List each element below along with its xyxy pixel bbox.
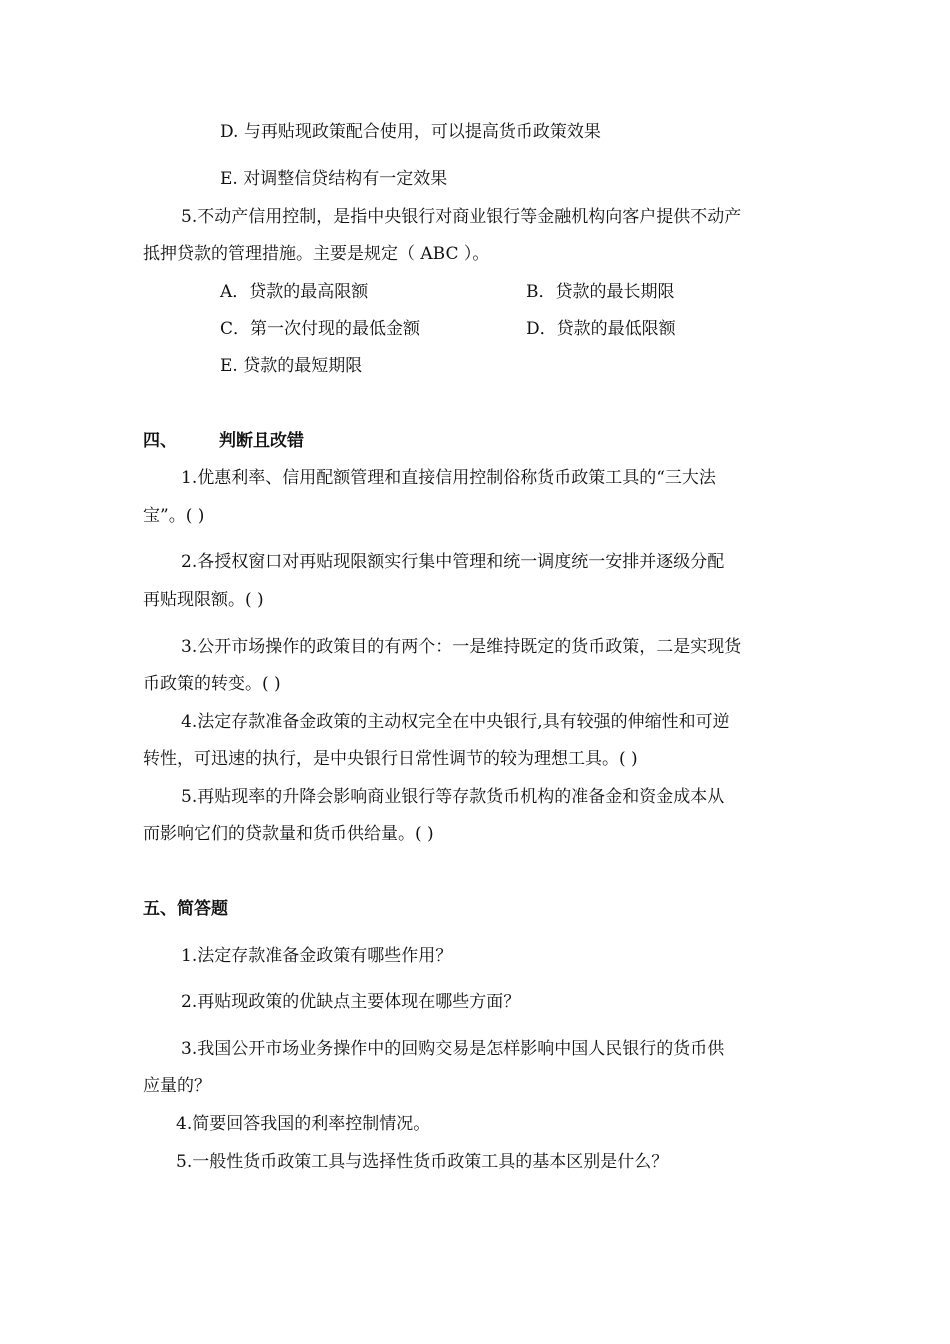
- option-e-prev: E. 对调整信贷结构有一定效果: [220, 169, 448, 189]
- judge-item-3-line1: 3.公开市场操作的政策目的有两个：一是维持既定的货币政策，二是实现货: [181, 637, 742, 657]
- judge-item-4-line2: 转性，可迅速的执行，是中央银行日常性调节的较为理想工具。( ): [143, 749, 638, 769]
- short-answer-2: 2.再贴现政策的优缺点主要体现在哪些方面？: [181, 992, 521, 1012]
- short-answer-3-line2: 应量的？: [143, 1076, 211, 1096]
- question-5-line1: 5.不动产信用控制，是指中央银行对商业银行等金融机构向客户提供不动产: [181, 207, 742, 227]
- section-4-heading: [143, 430, 304, 452]
- short-answer-1: 1.法定存款准备金政策有哪些作用？: [181, 946, 453, 966]
- judge-item-5-line2: 而影响它们的贷款量和货币供给量。( ): [143, 824, 434, 844]
- option-d-prev: D. 与再贴现政策配合使用，可以提高货币政策效果: [220, 122, 601, 142]
- option-b: B．贷款的最长期限: [526, 282, 675, 302]
- judge-item-2-line2: 再贴现限额。( ): [143, 590, 264, 610]
- question-5-line2: 抵押贷款的管理措施。主要是规定（ ABC ）。: [143, 244, 490, 264]
- option-e: E. 贷款的最短期限: [220, 356, 363, 376]
- option-a: A．贷款的最高限额: [220, 282, 369, 302]
- judge-item-1-line1: 1.优惠利率、信用配额管理和直接信用控制俗称货币政策工具的“三大法: [181, 468, 716, 488]
- judge-item-2-line1: 2.各授权窗口对再贴现限额实行集中管理和统一调度统一安排并逐级分配: [181, 552, 725, 572]
- judge-item-4-line1: 4.法定存款准备金政策的主动权完全在中央银行,具有较强的伸缩性和可逆: [181, 712, 730, 732]
- option-c: C．第一次付现的最低金额: [220, 319, 421, 339]
- section-4-number: 四、: [143, 431, 177, 451]
- short-answer-3-line1: 3.我国公开市场业务操作中的回购交易是怎样影响中国人民银行的货币供: [181, 1039, 725, 1059]
- judge-item-1-line2: 宝”。( ): [143, 506, 205, 526]
- judge-item-5-line1: 5.再贴现率的升降会影响商业银行等存款货币机构的准备金和资金成本从: [181, 787, 725, 807]
- short-answer-4: 4.简要回答我国的利率控制情况。: [176, 1114, 431, 1134]
- short-answer-5: 5.一般性货币政策工具与选择性货币政策工具的基本区别是什么？: [176, 1152, 669, 1172]
- section-5-heading: 五、简答题: [143, 899, 228, 919]
- section-4-title: 判断且改错: [219, 431, 304, 451]
- option-d: D．贷款的最低限额: [526, 319, 676, 339]
- judge-item-3-line2: 币政策的转变。( ): [143, 674, 281, 694]
